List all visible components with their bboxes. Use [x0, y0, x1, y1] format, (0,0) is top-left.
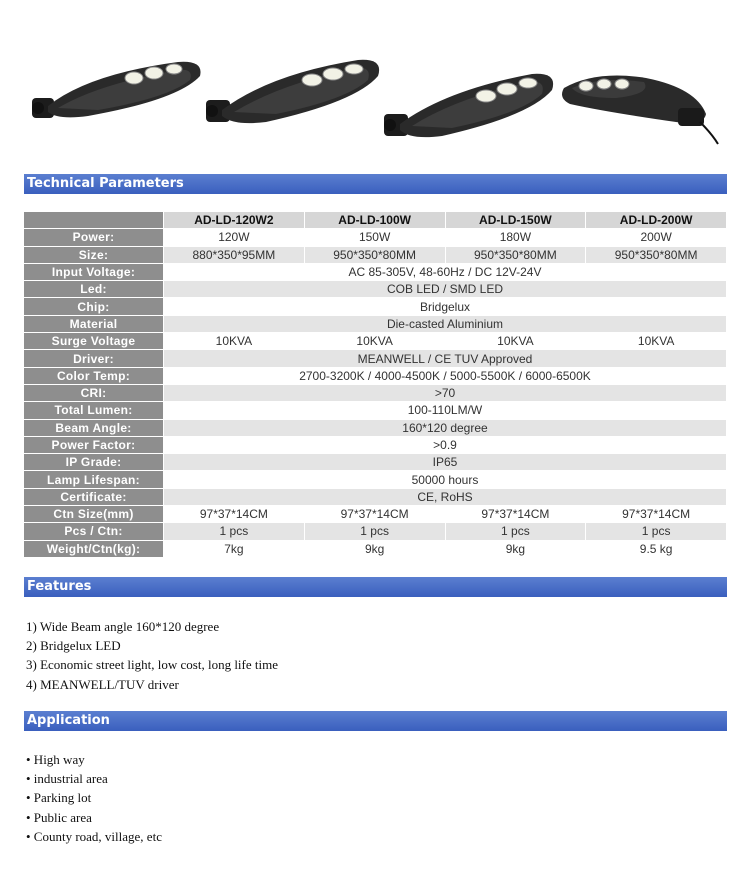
row-label: Power Factor: [24, 437, 164, 454]
table-cell: 10KVA [586, 333, 727, 350]
table-cell: 950*350*80MM [586, 247, 727, 264]
table-cell: 97*37*14CM [586, 506, 727, 523]
table-row [24, 333, 727, 350]
table-cell-merged: 160*120 degree [164, 420, 727, 437]
table-row [24, 471, 727, 488]
row-label: Ctn Size(mm) [24, 506, 164, 523]
table-cell: 180W [446, 229, 587, 246]
table-cell: 7kg [164, 541, 305, 558]
section-header-application: Application [24, 711, 727, 731]
row-label: Color Temp: [24, 368, 164, 385]
table-row [24, 385, 727, 402]
table-cell: 1 pcs [586, 523, 727, 540]
table-row [24, 489, 727, 506]
row-label: Size: [24, 247, 164, 264]
features-list [26, 617, 278, 694]
table-row [24, 316, 727, 333]
table-row [24, 506, 727, 523]
table-cell-merged: COB LED / SMD LED [164, 281, 727, 298]
table-row [24, 264, 727, 281]
table-row [24, 523, 727, 540]
table-cell-merged: 100-110LM/W [164, 402, 727, 419]
table-cell: 97*37*14CM [305, 506, 446, 523]
feature-item: 4) MEANWELL/TUV driver [26, 676, 179, 692]
table-cell: 1 pcs [446, 523, 587, 540]
table-cell: 200W [586, 229, 727, 246]
row-label: Chip: [24, 298, 164, 315]
row-label: Weight/Ctn(kg): [24, 541, 164, 558]
application-item: • County road, village, etc [26, 828, 162, 844]
table-cell-merged: 50000 hours [164, 471, 727, 488]
model-header: AD-LD-150W [446, 212, 587, 229]
application-list [26, 750, 162, 846]
table-cell: 10KVA [305, 333, 446, 350]
model-header: AD-LD-120W2 [164, 212, 305, 229]
table-row [24, 368, 727, 385]
street-light-image-3 [380, 64, 560, 150]
table-cell: 950*350*80MM [446, 247, 587, 264]
table-row [24, 454, 727, 471]
feature-item: 2) Bridgelux LED [26, 638, 121, 654]
street-light-image-1 [28, 54, 208, 134]
application-item: • High way [26, 752, 85, 767]
table-row [24, 229, 727, 246]
application-item: • industrial area [26, 771, 108, 787]
table-cell: 9kg [305, 541, 446, 558]
table-cell: 1 pcs [305, 523, 446, 540]
table-cell: 9.5 kg [586, 541, 727, 558]
row-label: Lamp Lifespan: [24, 471, 164, 488]
table-cell: 950*350*80MM [305, 247, 446, 264]
row-label: Input Voltage: [24, 264, 164, 281]
model-header: AD-LD-200W [586, 212, 727, 229]
row-label: Power: [24, 229, 164, 246]
section-header-technical: Technical Parameters [24, 174, 727, 194]
table-cell: 97*37*14CM [446, 506, 587, 523]
row-label: Beam Angle: [24, 420, 164, 437]
table-row [24, 247, 727, 264]
feature-item: 1) Wide Beam angle 160*120 degree [26, 619, 220, 634]
table-row [24, 402, 727, 419]
table-row [24, 420, 727, 437]
feature-item: 3) Economic street light, low cost, long life time [26, 657, 279, 673]
spec-table [24, 212, 727, 558]
table-cell: 10KVA [164, 333, 305, 350]
row-label: Pcs / Ctn: [24, 523, 164, 540]
row-label: IP Grade: [24, 454, 164, 471]
table-cell-merged: CE, RoHS [164, 489, 727, 506]
table-cell: 880*350*95MM [164, 247, 305, 264]
table-cell-merged: >70 [164, 385, 727, 402]
table-cell-merged: Bridgelux [164, 298, 727, 315]
table-row [24, 281, 727, 298]
row-label: Material [24, 316, 164, 333]
table-cell: 9kg [446, 541, 587, 558]
table-corner [24, 212, 164, 229]
table-row [24, 541, 727, 558]
street-light-image-2 [200, 52, 385, 142]
table-cell-merged: AC 85-305V, 48-60Hz / DC 12V-24V [164, 264, 727, 281]
table-row [24, 350, 727, 367]
table-cell: 1 pcs [164, 523, 305, 540]
table-row [24, 298, 727, 315]
product-images [0, 40, 750, 150]
row-label: CRI: [24, 385, 164, 402]
application-item: • Public area [26, 809, 92, 825]
row-label: Driver: [24, 350, 164, 367]
application-item: • Parking lot [26, 790, 92, 806]
table-cell: 120W [164, 229, 305, 246]
table-cell-merged: >0.9 [164, 437, 727, 454]
table-cell: 150W [305, 229, 446, 246]
table-cell-merged: MEANWELL / CE TUV Approved [164, 350, 727, 367]
table-cell-merged: Die-casted Aluminium [164, 316, 727, 333]
row-label: Total Lumen: [24, 402, 164, 419]
table-cell-merged: IP65 [164, 454, 727, 471]
section-header-features: Features [24, 577, 727, 597]
model-header: AD-LD-100W [305, 212, 446, 229]
table-cell: 97*37*14CM [164, 506, 305, 523]
street-light-image-4 [556, 64, 726, 150]
row-label: Certificate: [24, 489, 164, 506]
row-label: Surge Voltage [24, 333, 164, 350]
table-row [24, 437, 727, 454]
table-cell: 10KVA [446, 333, 587, 350]
table-cell-merged: 2700-3200K / 4000-4500K / 5000-5500K / 6000-6500K [164, 368, 727, 385]
row-label: Led: [24, 281, 164, 298]
